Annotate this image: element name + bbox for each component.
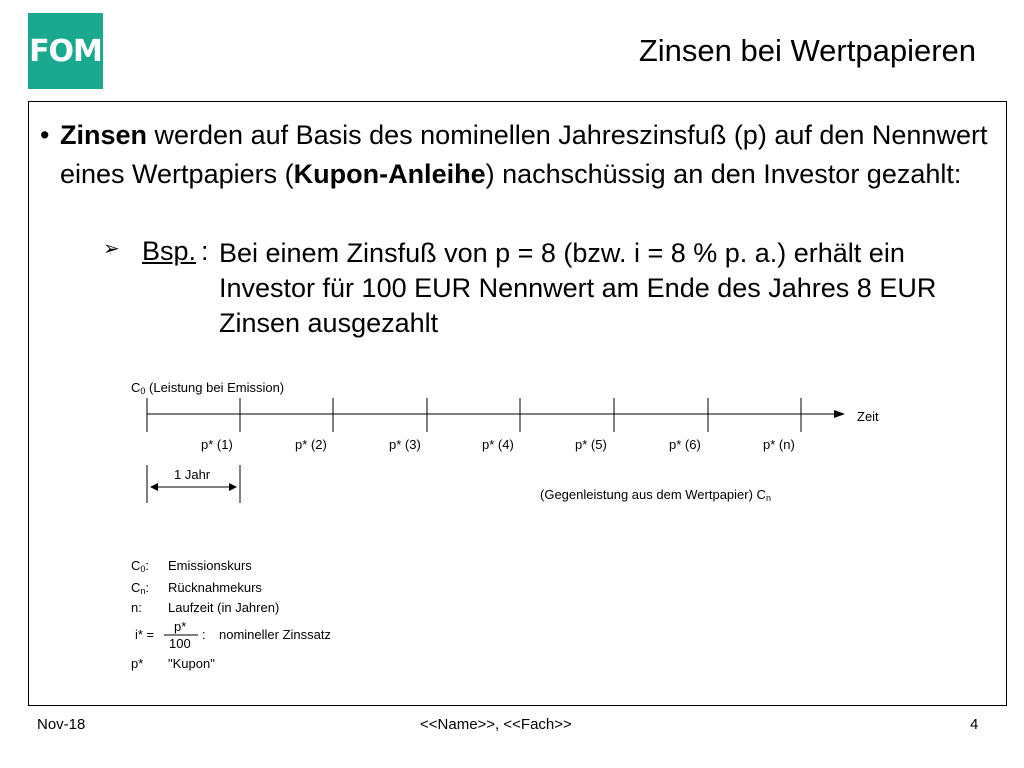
cn-caption-text: (Gegenleistung aus dem Wertpapier) C [540,487,766,502]
page-number: 4 [970,716,979,733]
payment-label: p* (6) [669,437,701,452]
payment-label: p* (n) [763,437,795,452]
one-year-label: 1 Jahr [174,467,211,482]
legend-c0-colon: : [145,558,150,573]
legend-cn-desc: Rücknahmekurs [168,580,262,595]
legend-i-desc: nomineller Zinssatz [219,627,331,642]
bullet-dot-icon: • [40,120,50,150]
payment-label: p* (1) [201,437,233,452]
bullet-bold-zinsen: Zinsen [60,120,148,150]
example-label: Bsp. [142,236,197,266]
footer-date: Nov-18 [37,716,86,733]
example-text: Bei einem Zinsfuß von p = 8 (bzw. i = 8 % p. a.) erhält ein Investor für 100 EUR Nennwert am Ende des Jahres 8 EUR Zinsen ausgezahlt [219,238,937,338]
payment-label: p* (2) [295,437,327,452]
payment-label: p* (5) [575,437,607,452]
bullet-text-1: werden auf Basis des nominellen Jahreszinsfuß (p) auf den Nennwert eines Wertpapiers ( [60,120,988,189]
legend-i-colon: : [202,627,206,642]
year-arrow-right-icon [229,483,237,491]
payment-label: p* (4) [482,437,514,452]
legend-p-key: p* [131,656,144,671]
c0-caption-text: (Leistung bei Emission) [145,380,285,395]
bullet-text-2: ) nachschüssig an den Investor gezahlt: [485,159,962,189]
legend-n-key: n: [131,600,142,615]
legend-cn-colon: : [145,580,150,595]
year-arrow-left-icon [150,483,158,491]
legend-c0-key [131,558,149,574]
legend-c0-subscript: 0 [140,564,146,574]
legend-i-numerator: p* [174,619,187,634]
legend-c0-letter: C [131,558,141,573]
legend-i-denominator: 100 [169,636,191,651]
zeit-label: Zeit [857,409,879,424]
footer-center: <<Name>>, <<Fach>> [420,716,572,733]
bullet-bold-kupon: Kupon-Anleihe [293,159,486,189]
fom-logo-text: FOM [29,33,102,69]
page-title: Zinsen bei Wertpapieren [638,33,976,68]
legend-i-key: i* = [135,627,155,642]
c0-letter: C [131,380,141,395]
legend-n-desc: Laufzeit (in Jahren) [168,600,280,615]
cn-subscript: n [765,493,771,503]
legend-c0-desc: Emissionskurs [168,558,252,573]
time-arrow-icon [834,410,845,418]
legend-cn-letter: C [131,580,141,595]
legend-cn-subscript: n [140,586,146,596]
cn-caption [540,487,771,503]
example-colon: : [201,236,209,266]
legend-cn-key [131,580,149,596]
arrow-bullet-icon: ➢ [103,238,120,260]
legend-p-desc: "Kupon" [168,656,215,671]
c0-caption [131,380,284,396]
c0-subscript: 0 [140,386,146,396]
payment-label: p* (3) [389,437,421,452]
